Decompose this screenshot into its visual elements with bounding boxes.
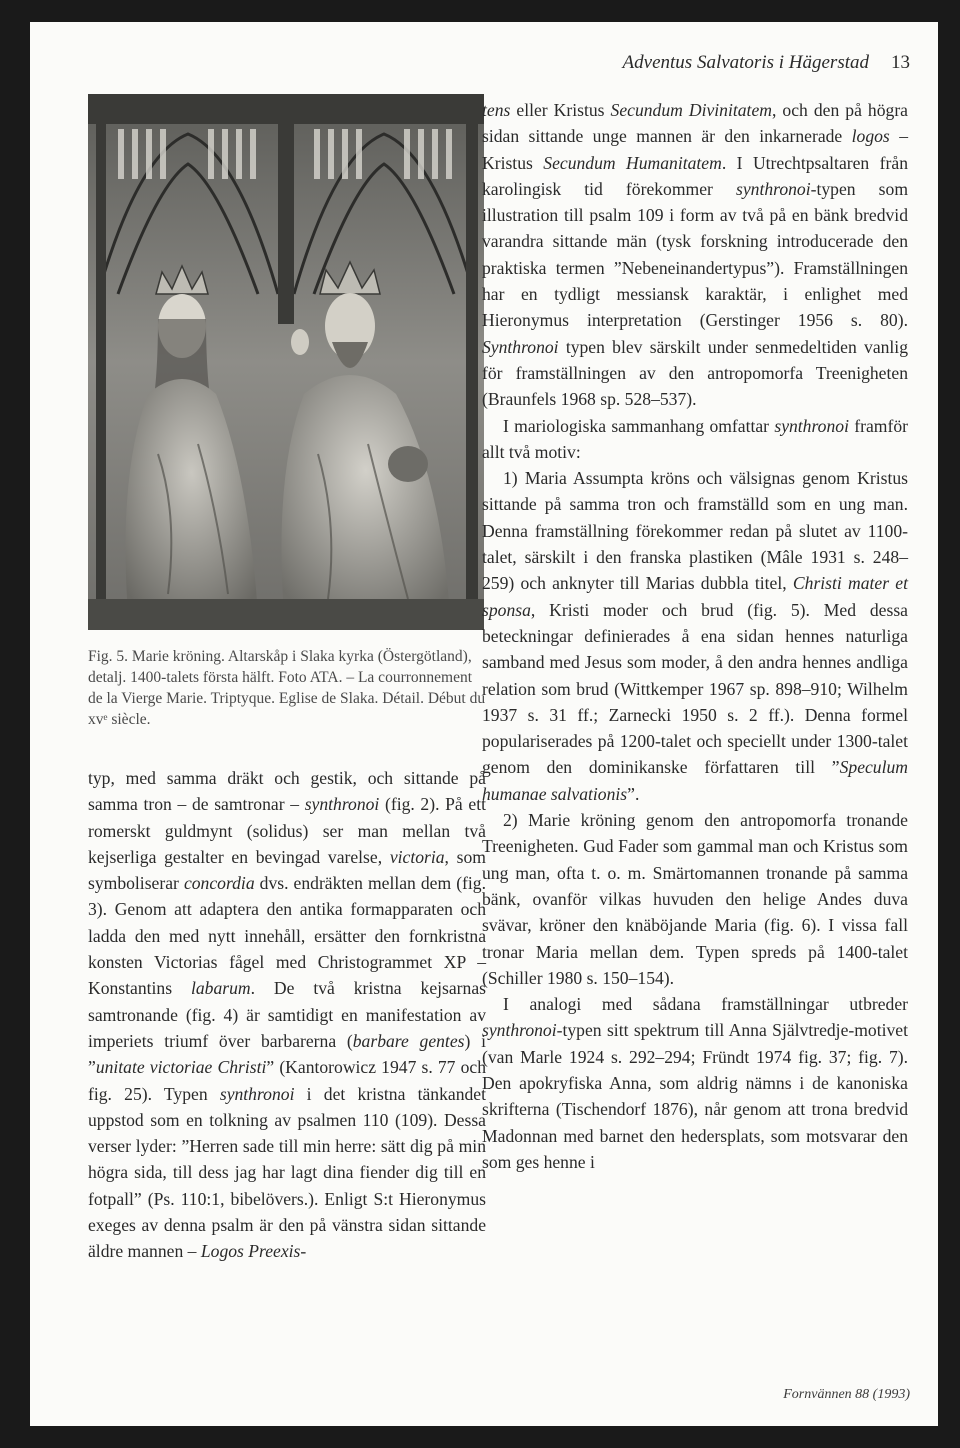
running-header [528, 52, 910, 74]
page-number: 13 [891, 52, 910, 73]
figure-caption: Fig. 5. Marie kröning. Altarskåp i Slaka kyrka (Östergötland), detalj. 1400-talets första hälft. Foto ATA. – La courronnement de la Vierge Marie. Triptyque. Eglise de Slaka. Détail. Début du xvᵉ siècle. [88, 648, 486, 728]
list-item: 1) Maria Assumpta kröns och välsignas genom Kristus sittande på samma tron och framställd som en ung man. Denna framställning förekommer redan på slutet av 1100-talet, särskilt i den franska plastiken (Mâle 1931 s. 248–259) och anknyter till Marias dubbla titel, Christi mater et sponsa, Kristi moder och brud (fig. 5). Med dessa beteckningar definierades å ena sidan hennes naturliga samband med Jesus som moder, å den andra hennes andliga relation som brud (Wittkemper 1967 sp. 898–910; Wilhelm 1937 s. 31 ff.; Zarnecki 1950 s. 2 ff.). Denna formel populariserades på 1200-talet och speciellt under 1300-talet genom den dominikanske författaren till ”Speculum humanae salvationis”. [482, 468, 909, 804]
running-title: Adventus Salvatoris i Hägerstad [622, 52, 869, 73]
paragraph: I mariologiska sammanhang omfattar synthronoi framför allt två motiv: [482, 415, 908, 462]
journal-footer: Fornvännen 88 (1993) [783, 1387, 910, 1402]
text-column-right [482, 97, 908, 1175]
text-column-left [88, 765, 486, 1265]
list-item: 2) Marie kröning genom den antropomorfa tronande Treenigheten. Gud Fader som gammal man och Kristus som ung man, ofta t. o. m. Smärtomannen tronande på samma bänk, ovanför vilkas huvuden den helige Andes duva svävar, kröner den knäböjande Maria (fig. 6). I vissa fall tronar Maria mellan dem. Typen spreds på 1400-talet (Schiller 1980 s. 150–154). [482, 810, 908, 988]
paragraph: tens eller Kristus Secundum Divinitatem, och den på högra sidan sittande unge mannen är den inkarnerade logos – Kristus Secundum Humanitatem. I Utrechtpsaltaren från karolingisk tid förekommer synthronoi-typen som illustration till psalm 109 i form av två på en bänk bredvid varandra sittande män (tysk forskning introducerade den praktiska termen ”Nebeneinandertypus”). Framställningen har en tydligt messiansk karaktär, i enlighet med Hieronymus interpretation (Gerstinger 1956 s. 80). Synthronoi typen blev särskilt under senmedeltiden vanlig för framställningen av den antropomorfa Treenigheten (Braunfels 1968 sp. 528–537). [482, 100, 908, 410]
page [30, 22, 938, 1426]
figure-photo [88, 94, 484, 630]
paragraph: I analogi med sådana framställningar utbreder synthronoi-typen sitt spektrum till Anna Självtredje-motivet (van Marle 1924 s. 292–294; Fründt 1974 fig. 37; fig. 7). Den apokryfiska Anna, som aldrig nämns i de kanoniska skrifterna (Tischendorf 1876), når genom att trona bredvid Madonnan med barnet den hedersplats, som motsvarar den som ges henne i [482, 994, 908, 1172]
paragraph: typ, med samma dräkt och gestik, och sittande på samma tron – de samtronar – synthronoi (fig. 2). På ett romerskt guldmynt (solidus) ser man mellan två kejserliga gestalter en bevingad varelse, victoria, som symboliserar concordia dvs. endräkten mellan dem (fig. 3). Genom att adaptera den antika formapparaten och ladda den med nytt innehåll, ersätter den fornkristna konsten Victorias fågel med Christogrammet XP – Konstantins labarum. De två kristna kejsarnas samtronande (fig. 4) är samtidigt en manifestation av imperiets triumf över barbarerna (barbare gentes) i ”unitate victoriae Christi” (Kantorowicz 1947 s. 77 och fig. 25). Typen synthronoi i det kristna tänkandet uppstod som en tolkning av psalmen 110 (109). Dessa verser lyder: ”Herren sade till min herre: sätt dig på min högra sida, till dess jag har lagt dina fiender dig till en fotpall” (Ps. 110:1, bibelövers.). Enligt S:t Hieronymus exeges av denna psalm är den på vänstra sidan sittande äldre mannen – Logos Preexis- [88, 768, 487, 1262]
